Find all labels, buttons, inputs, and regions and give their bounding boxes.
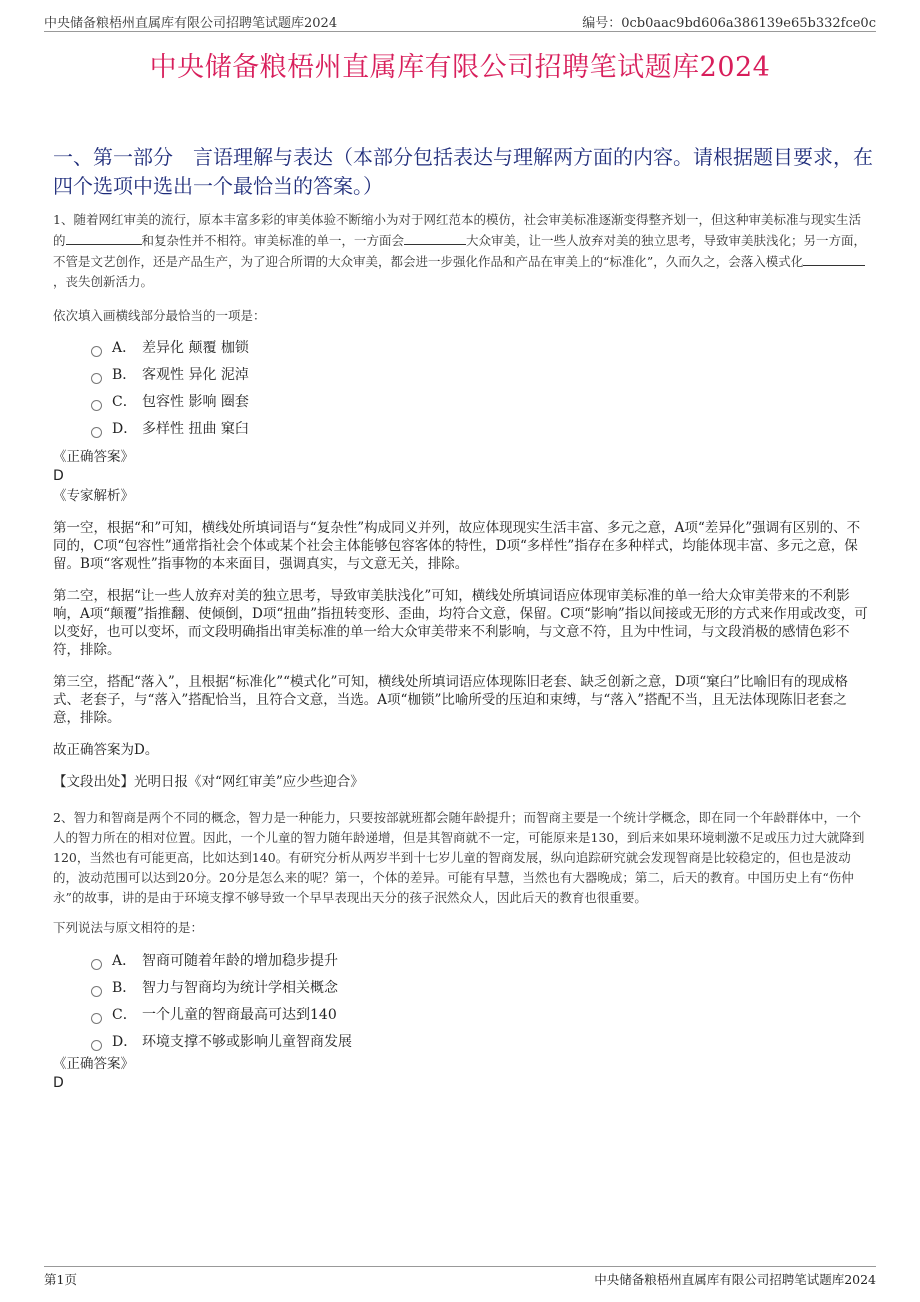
- q2-option-b[interactable]: B． 智力与智商均为统计学相关概念: [91, 975, 911, 1002]
- page-header: [0, 0, 920, 30]
- radio-icon[interactable]: [91, 427, 102, 438]
- header-document-id: 编号：0cb0aac9bd606a386139e65b332fce0c: [582, 16, 876, 31]
- question-2-stem: 2、智力和智商是两个不同的概念，智力是一种能力，只要按部就班都会随年龄提升；而智商主要是一个统计学概念，即在同一个年龄群体中，一个人的智力所在的相对位置。因此，一个儿童的智力随年龄递增，但是其智商就不一定，可能原来是130，到后来如果环境刺激不足或压力过大就降到120，当然也有可能更高，比如达到140。有研究分析从两岁半到十七岁儿童的智商发展，纵向追踪研究就会发现智商是比较稳定的，但也是波动的，波动范围可以达到20分。20分是怎么来的呢？第一，个体的差异。可能有早慧，当然也有大器晚成；第二，后天的教育。中国历史上有“伤仲永”的故事，讲的是由于环境支撑不够导致一个早早表现出天分的孩子泯然众人，因此后天的教育也很重要。: [53, 810, 865, 905]
- section-heading: 一、第一部分 言语理解与表达（本部分包括表达与理解两方面的内容。请根据题目要求，在四个选项中选出一个最恰当的答案。）: [53, 145, 873, 198]
- q1-analysis-paragraph-3: 第三空，搭配“落入”，且根据“标准化”“模式化”可知，横线处所填词语应体现陈旧老套、缺乏创新之意，D项“窠臼”比喻旧有的现成格式、老套子，与“落入”搭配恰当，且符合文意，当选。A项“枷锁”比喻所受的压迫和束缚，与“落入”搭配不当，且无法体现陈旧老套之意，排除。: [53, 674, 849, 726]
- q1-text-part4: ，丧失创新活力。: [53, 274, 154, 289]
- q2-options: [53, 948, 911, 1056]
- q1-blank-2: [404, 230, 466, 245]
- radio-icon[interactable]: [91, 1013, 102, 1024]
- q1-option-b[interactable]: B． 客观性 异化 泥淖: [91, 362, 911, 389]
- page-number: 第1页: [44, 1272, 77, 1287]
- q1-analysis-paragraph-1: 第一空，根据“和”可知，横线处所填词语与“复杂性”构成同义并列，故应体现现实生活丰富、多元之意，A项“差异化”强调有区别的、不同的，C项“包容性”通常指社会个体或某个社会主体能够包容客体的特性，D项“多样性”指存在多种样式，均能体现丰富、多元之意，保留。B项“客观性”指事物的本来面目，强调真实，与文意无关，排除。: [53, 520, 861, 572]
- q1-analysis-paragraph-2: 第二空，根据“让一些人放弃对美的独立思考，导致审美肤浅化”可知，横线处所填词语应体现审美标准的单一给大众审美带来的不利影响，A项“颠覆”指推翻、使倾倒，D项“扭曲”指扭转变形、歪曲，均符合文意，保留。C项“影响”指以间接或无形的方式来作用或改变，可以变好，也可以变坏，而文段明确指出审美标准的单一给大众审美带来不利影响，与文意不符，且为中性词，与文段消极的感情色彩不符，排除。: [53, 588, 868, 658]
- q1-option-d[interactable]: D． 多样性 扭曲 窠臼: [91, 416, 911, 443]
- q1-source: 【文段出处】光明日报《对“网红审美”应少些迎合》: [53, 774, 364, 790]
- q1-analysis-conclusion: 故正确答案为D。: [53, 742, 159, 758]
- q1-text-part2: 和复杂性并不相符。审美标准的单一，一方面会: [141, 233, 405, 248]
- q1-text-part3: 大众审美，让一些人放弃对美的独立思考，导致审美肤浅化；另一方面，不管是文艺创作，还是产品生产，为了迎合所谓的大众审美，都会进一步强化作品和产品在审美上的“标准化”，久而久之，会落入模式化: [53, 233, 867, 269]
- q1-blank-1: [66, 230, 142, 245]
- q1-analysis-label: 《专家解析》: [53, 488, 134, 504]
- radio-icon[interactable]: [91, 986, 102, 997]
- page-title: 中央储备粮梧州直属库有限公司招聘笔试题库2024: [149, 52, 771, 83]
- question-1-stem: [53, 210, 873, 292]
- q1-text-part1: 1、随着网红审美的流行，原本丰富多彩的审美体验不断缩小为对于网红范本的模仿，社会审美标准逐渐变得整齐划一，但这种审美标准与现实生活的: [53, 212, 861, 248]
- q1-answer: D: [53, 468, 64, 484]
- radio-icon[interactable]: [91, 346, 102, 357]
- q1-answer-label: 《正确答案》: [53, 449, 134, 465]
- q2-answer: D: [53, 1075, 64, 1091]
- q1-option-c[interactable]: C． 包容性 影响 圈套: [91, 389, 911, 416]
- radio-icon[interactable]: [91, 1040, 102, 1051]
- q1-option-a[interactable]: A． 差异化 颠覆 枷锁: [91, 335, 911, 362]
- q2-option-d[interactable]: D． 环境支撑不够或影响儿童智商发展: [91, 1029, 911, 1056]
- header-divider: [44, 31, 876, 32]
- footer-divider: [44, 1266, 876, 1267]
- header-left-title: 中央储备粮梧州直属库有限公司招聘笔试题库2024: [44, 16, 338, 31]
- q2-option-a[interactable]: A． 智商可随着年龄的增加稳步提升: [91, 948, 911, 975]
- radio-icon[interactable]: [91, 959, 102, 970]
- q1-blank-3: [803, 251, 865, 266]
- footer-title: 中央储备粮梧州直属库有限公司招聘笔试题库2024: [594, 1272, 876, 1287]
- radio-icon[interactable]: [91, 373, 102, 384]
- radio-icon[interactable]: [91, 400, 102, 411]
- q1-options: [53, 335, 911, 443]
- q2-answer-label: 《正确答案》: [53, 1056, 134, 1072]
- q2-option-c[interactable]: C． 一个儿童的智商最高可达到140: [91, 1002, 911, 1029]
- q2-prompt: 下列说法与原文相符的是：: [53, 920, 204, 935]
- q1-prompt: 依次填入画横线部分最恰当的一项是：: [53, 308, 266, 323]
